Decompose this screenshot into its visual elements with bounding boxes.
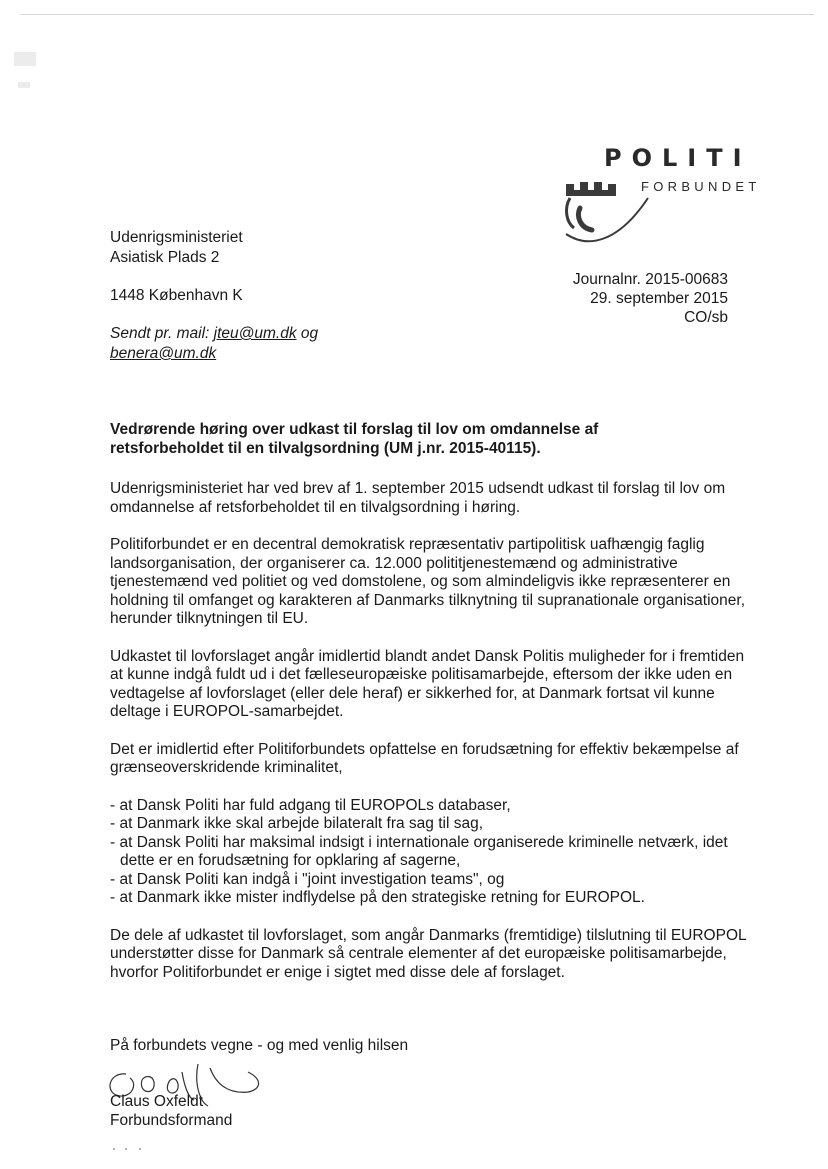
paragraph: Udenrigsministeriet har ved brev af 1. september 2015 udsendt udkast til forslag til lov om omdannelse af retsforbeholdet til en tilvalgsordning i høring. bbox=[110, 480, 726, 516]
sent-by-mail-line bbox=[110, 324, 318, 364]
list-item: - at Dansk Politi har maksimal indsigt i internationale organiserede kriminelle netværk, idet dette er en forudsætning for opklaring af sagerne, bbox=[110, 834, 750, 871]
subject-heading: Vedrørende høring over udkast til forslag til lov om omdannelse af retsforbeholdet til en tilvalgsordning (UM j.nr. 2015-40115). bbox=[110, 421, 599, 457]
email-link-2[interactable]: benera@um.dk bbox=[110, 345, 217, 362]
paragraph: Det er imidlertid efter Politiforbundets opfattelse en forudsætning for effektiv bekæmpelse af grænseoverskridende kriminalitet, bbox=[110, 740, 739, 776]
logo-subtitle: FORBUNDET bbox=[641, 179, 761, 194]
paragraph: Udkastet til lovforslaget angår imidlertid blandt andet Dansk Politis muligheder for i fremtiden at kunne indgå fuldt ud i det fælleseuropæiske politisamarbejde, eftersom der ikke uden en vedtagelse af lovforslaget (eller dele heraf) er sikkerhed for, at Danmark fortsat vil kunne deltage i EUROPOL-samarbejdet. bbox=[110, 647, 745, 720]
politiforbundet-logo bbox=[560, 140, 810, 255]
letter-date: 29. september 2015 bbox=[590, 290, 728, 307]
journal-number: Journalnr. 2015-00683 bbox=[572, 271, 728, 288]
mail-prefix: Sendt pr. mail: bbox=[110, 325, 214, 342]
scan-artifact bbox=[18, 82, 30, 88]
recipient-street: Asiatisk Plads 2 bbox=[110, 249, 220, 266]
scan-edge-line bbox=[20, 14, 814, 15]
signoff-line: På forbundets vegne - og med venlig hilsen bbox=[110, 1037, 409, 1054]
signer-block bbox=[110, 1092, 232, 1130]
scan-artifact bbox=[110, 1146, 170, 1152]
author-initials: CO/sb bbox=[684, 309, 728, 326]
recipient-city: 1448 København K bbox=[110, 287, 243, 304]
list-item: - at Dansk Politi kan indgå i "joint investigation teams", og bbox=[110, 871, 750, 890]
requirements-list bbox=[110, 797, 750, 908]
logo-wordmark: POLITI bbox=[604, 144, 752, 172]
signer-title: Forbundsformand bbox=[110, 1112, 233, 1129]
recipient-name: Udenrigsministeriet bbox=[110, 229, 243, 246]
paragraph: Politiforbundet er en decentral demokratisk repræsentativ partipolitisk uafhængig faglig landsorganisation, der organiserer ca. 12.000 polititjenestemænd og administrative tjenestemænd ved politiet og ved domstolene, og som almindeligvis ikke repræsenterer en holdning til omfanget og karakteren af Danmarks tilknytning til supranationale organisationer, herunder tilknytningen til EU. bbox=[110, 536, 746, 627]
email-link-1[interactable]: jteu@um.dk bbox=[213, 325, 297, 342]
recipient-address bbox=[110, 228, 318, 364]
list-item: - at Danmark ikke mister indflydelse på den strategiske retning for EUROPOL. bbox=[110, 889, 750, 908]
reference-block bbox=[573, 270, 728, 327]
list-item: - at Dansk Politi har fuld adgang til EUROPOLs databaser, bbox=[110, 797, 750, 816]
crown-shield-icon bbox=[560, 178, 660, 258]
list-item: - at Danmark ikke skal arbejde bilateralt fra sag til sag, bbox=[110, 815, 750, 834]
scan-artifact bbox=[14, 52, 36, 66]
closing-paragraph: De dele af udkastet til lovforslaget, som angår Danmarks (fremtidige) tilslutning til EUROPOL understøtter disse for Danmark så centrale elementer af det europæiske politisamarbejde, hvorfor Politiforbundet er enige i sigtet med disse dele af forslaget. bbox=[110, 926, 747, 981]
letter-body bbox=[110, 480, 750, 1001]
signer-name: Claus Oxfeldt bbox=[110, 1093, 204, 1110]
mail-joiner: og bbox=[296, 325, 319, 342]
